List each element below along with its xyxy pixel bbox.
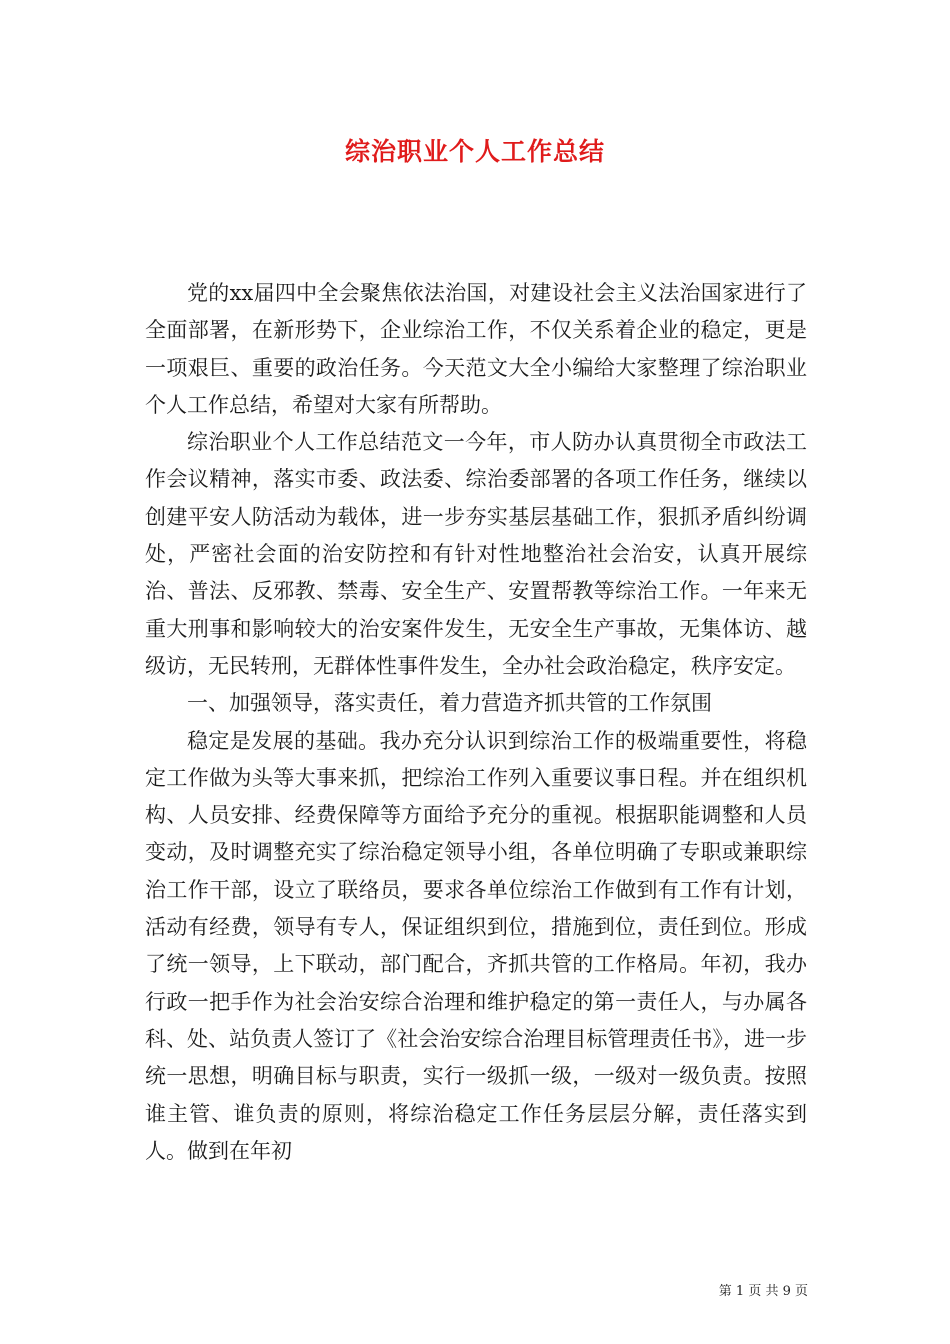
document-body: [145, 275, 807, 1170]
section-heading-1: 一、加强领导，落实责任，着力营造齐抓共管的工作氛围: [187, 691, 712, 716]
page-number-footer: 第 1 页 共 9 页: [718, 1284, 808, 1299]
paragraph-section-1: 稳定是发展的基础。我办充分认识到综治工作的极端重要性，将稳定工作做为头等大事来抓，把综治工作列入重要议事日程。并在组织机构、人员安排、经费保障等方面给予充分的重视。根据职能调整和人员变动，及时调整充实了综治稳定领导小组，各单位明确了专职或兼职综治工作干部，设立了联络员，要求各单位综治工作做到有工作有计划，活动有经费，领导有专人，保证组织到位，措施到位，责任到位。形成了统一领导，上下联动，部门配合，齐抓共管的工作格局。年初，我办行政一把手作为社会治安综合治理和维护稳定的第一责任人，与办属各科、处、站负责人签订了《社会治安综合治理目标管理责任书》，进一步统一思想，明确目标与职责，实行一级抓一级，一级对一级负责。按照谁主管、谁负责的原则，将综治稳定工作任务层层分解，责任落实到人。做到在年初: [145, 728, 807, 1163]
paragraph-intro: 党的xx届四中全会聚焦依法治国，对建设社会主义法治国家进行了全面部署，在新形势下，企业综治工作，不仅关系着企业的稳定，更是一项艰巨、重要的政治任务。今天范文大全小编给大家整理了综治职业个人工作总结，希望对大家有所帮助。: [145, 281, 807, 417]
document-title: 综治职业个人工作总结: [344, 137, 605, 166]
paragraph-summary: 综治职业个人工作总结范文一今年，市人防办认真贯彻全市政法工作会议精神，落实市委、政法委、综治委部署的各项工作任务，继续以创建平安人防活动为载体，进一步夯实基层基础工作，狠抓矛盾纠纷调处，严密社会面的治安防控和有针对性地整治社会治安，认真开展综治、普法、反邪教、禁毒、安全生产、安置帮教等综治工作。一年来无重大刑事和影响较大的治安案件发生，无安全生产事故，无集体访、越级访，无民转刑，无群体性事件发生，全办社会政治稳定，秩序安定。: [145, 430, 807, 678]
